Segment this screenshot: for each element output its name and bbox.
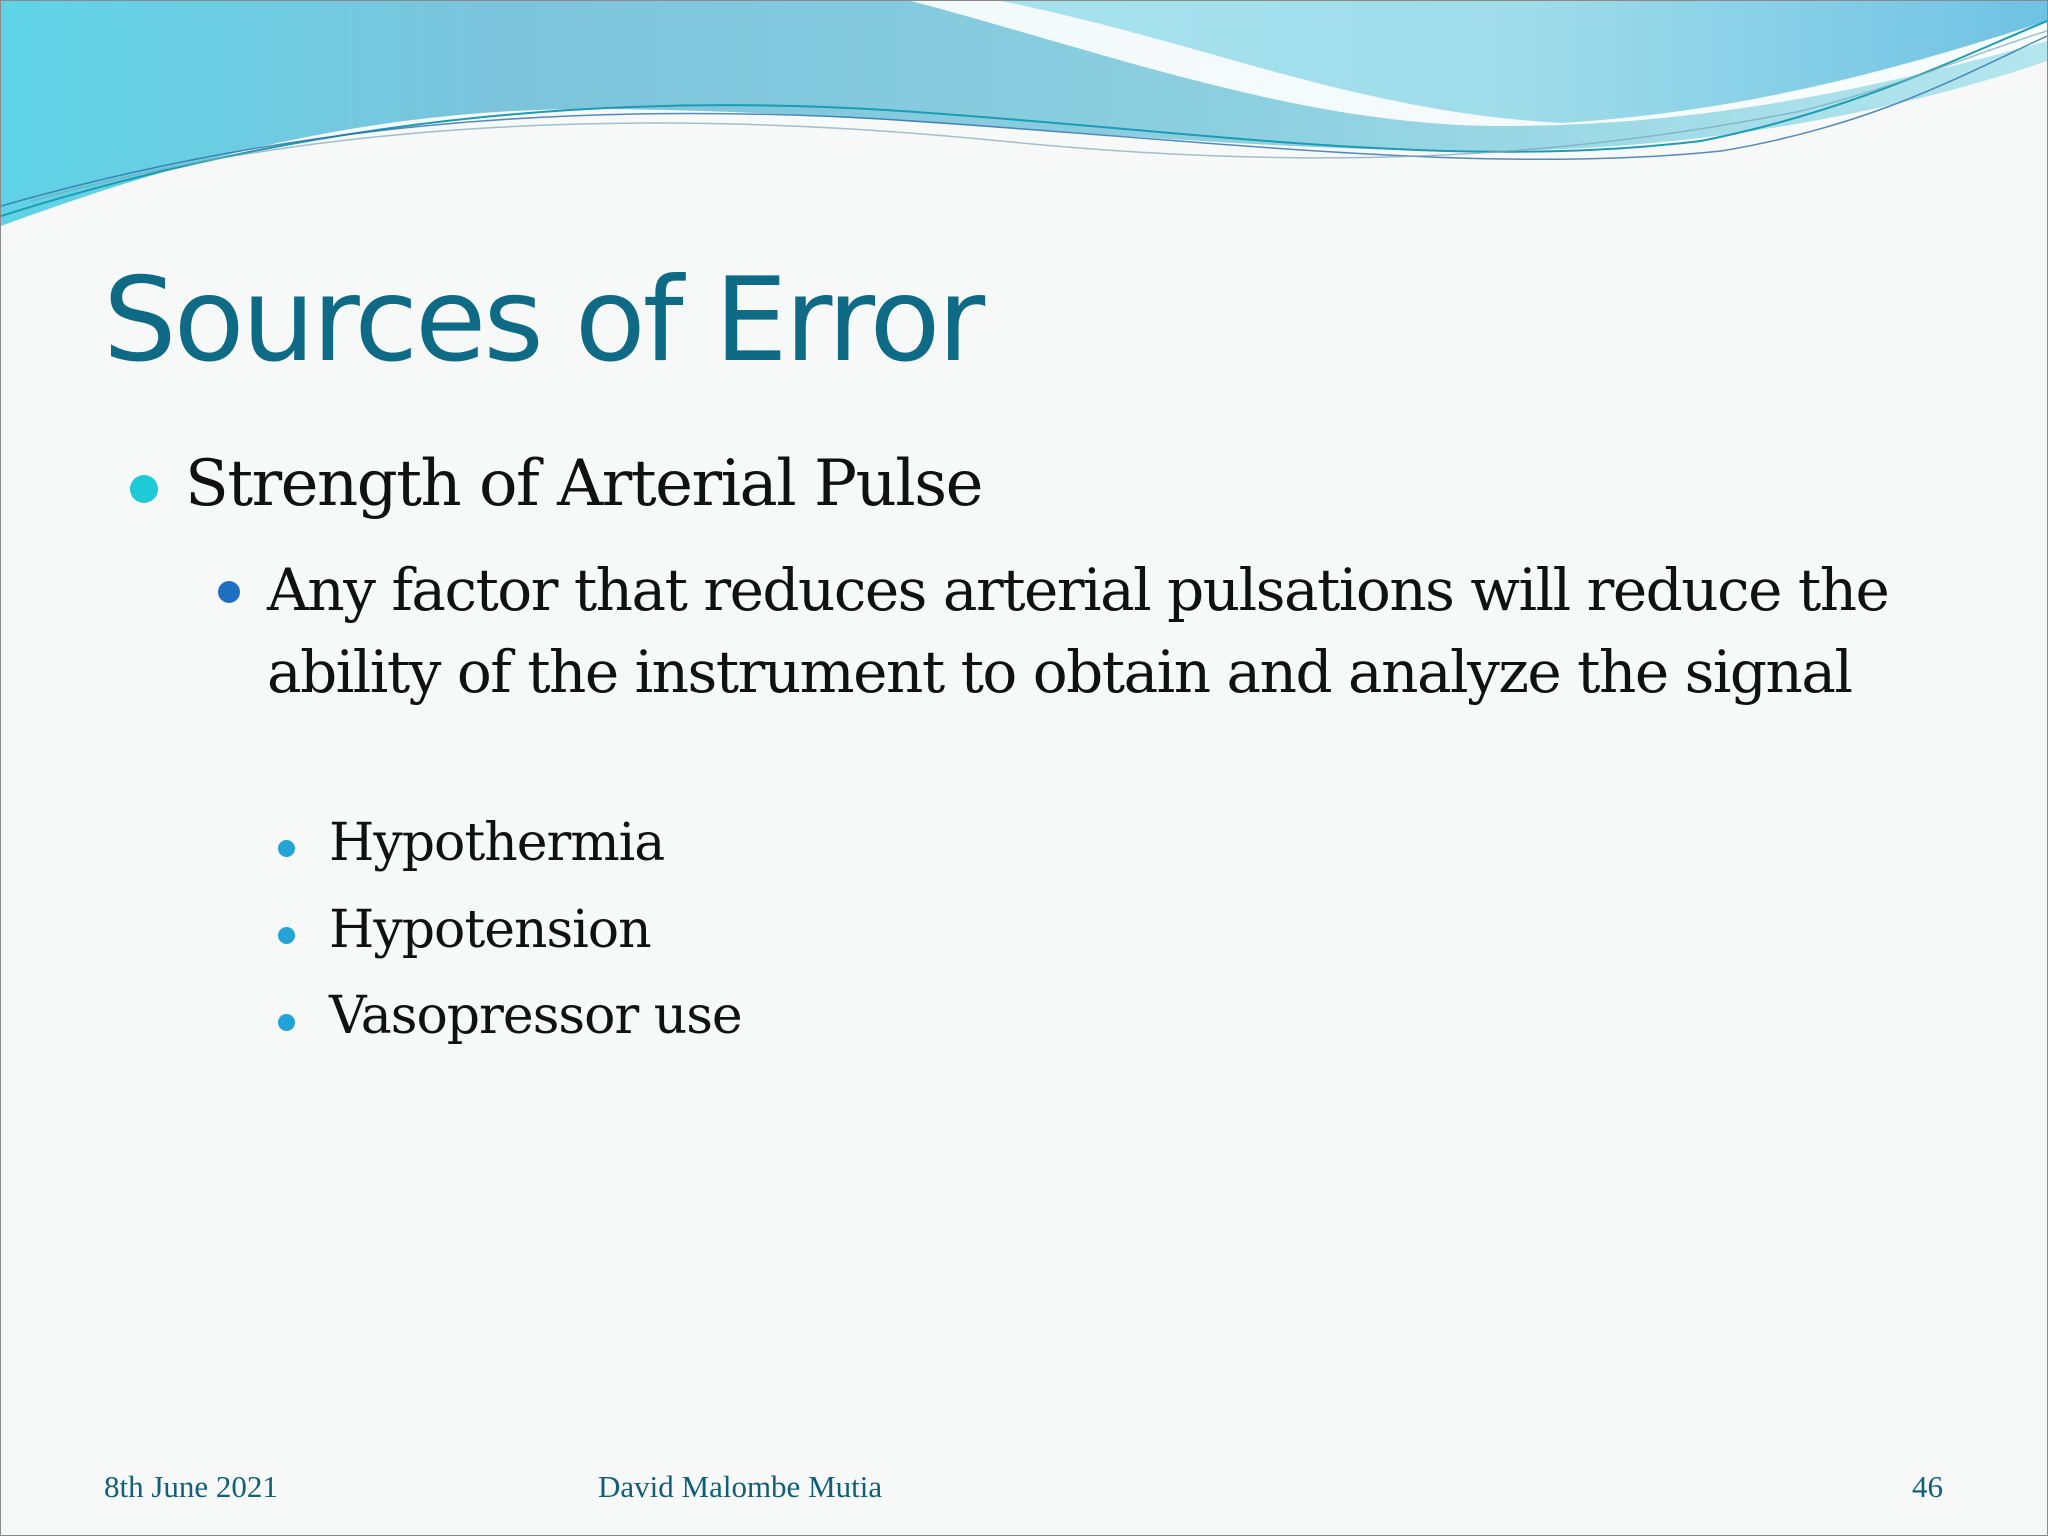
bullet-level1-text: Strength of Arterial Pulse	[185, 447, 982, 521]
bullet-level2-text: Any factor that reduces arterial pulsations will reduce the ability of the instrument to obtain and analyze the signal	[267, 556, 1889, 706]
slide-title: Sources of Error	[103, 253, 983, 388]
bullet-level3-text: Vasopressor use	[329, 986, 742, 1046]
slide-body	[1, 1, 2047, 1535]
footer-author: David Malombe Mutia	[598, 1469, 883, 1504]
bullet-dot-icon	[130, 475, 158, 503]
footer-page-number: 46	[1912, 1469, 1943, 1504]
bullet-level3-text: Hypotension	[329, 900, 651, 960]
footer-date: 8th June 2021	[104, 1469, 278, 1504]
bullet-dot-icon	[278, 840, 295, 857]
bullet-dot-icon	[278, 1014, 295, 1031]
bullet-level3-text: Hypothermia	[329, 813, 665, 873]
bullet-dot-icon	[218, 581, 240, 603]
bullet-dot-icon	[278, 927, 295, 944]
